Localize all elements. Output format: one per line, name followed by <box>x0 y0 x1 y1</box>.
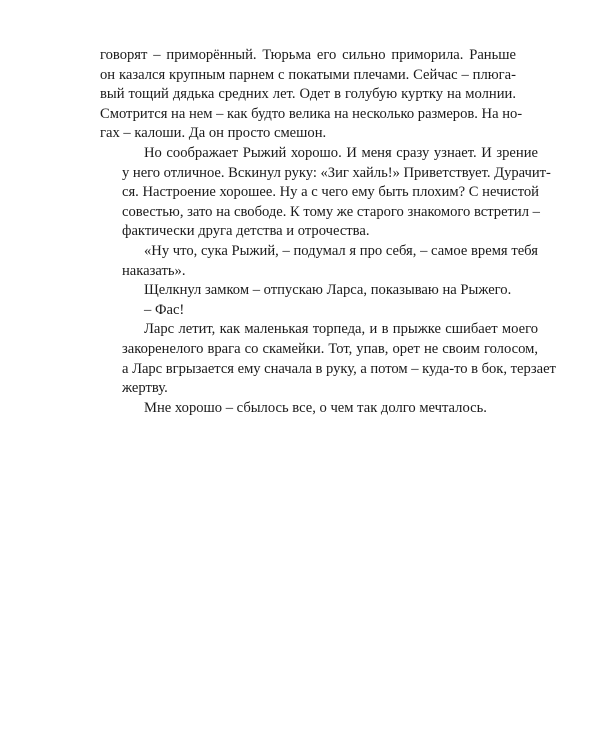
text-line: Щелкнул замком – отпускаю Ларса, показываю на Рыжего. <box>144 282 512 299</box>
text-line: – Фас! <box>144 301 185 318</box>
text-line: он казался крупным парнем с покатыми плечами. Сейчас – плюга- <box>100 66 516 83</box>
text-line: у него отличное. Вскинул руку: «Зиг хайль!» Приветствует. Дурачит- <box>122 164 551 181</box>
text-line: закоренелого врага со скамейки. Тот, упав, орет не своим голосом, <box>122 340 538 357</box>
text-line: наказать». <box>122 262 186 279</box>
text-line: ся. Настроение хорошее. Ну а с чего ему быть плохим? С нечистой <box>122 184 539 201</box>
paragraph <box>100 320 556 398</box>
paragraph <box>100 399 516 419</box>
paragraph <box>100 46 523 144</box>
text-line: гах – калоши. Да он просто смешон. <box>100 125 327 142</box>
text-line: «Ну что, сука Рыжий, – подумал я про себя, – самое время тебя <box>144 242 538 259</box>
paragraph <box>100 144 551 242</box>
text-line: совестью, зато на свободе. К тому же старого знакомого встретил – <box>122 203 540 220</box>
text-line: говорят – приморённый. Тюрьма его сильно приморила. Раньше <box>100 47 516 63</box>
text-line: а Ларс вгрызается ему сначала в руку, а потом – куда-то в бок, терзает <box>122 360 556 377</box>
text-line: вый тощий дядька средних лет. Одет в голубую куртку на молнии. <box>100 86 516 103</box>
paragraph <box>100 301 516 321</box>
paragraph <box>100 281 516 301</box>
text-line: жертву. <box>122 380 168 397</box>
page-body-text <box>100 46 556 418</box>
text-line: Ларс летит, как маленькая торпеда, и в прыжке сшибает моего <box>144 321 538 338</box>
text-line: Смотрится на нем – как будто велика на несколько размеров. На но- <box>100 105 523 122</box>
text-line: Но соображает Рыжий хорошо. И меня сразу узнает. И зрение <box>144 144 538 161</box>
text-line: Мне хорошо – сбылось все, о чем так долго мечталось. <box>144 399 487 416</box>
paragraph <box>100 242 538 281</box>
text-line: фактически друга детства и отрочества. <box>122 223 370 240</box>
